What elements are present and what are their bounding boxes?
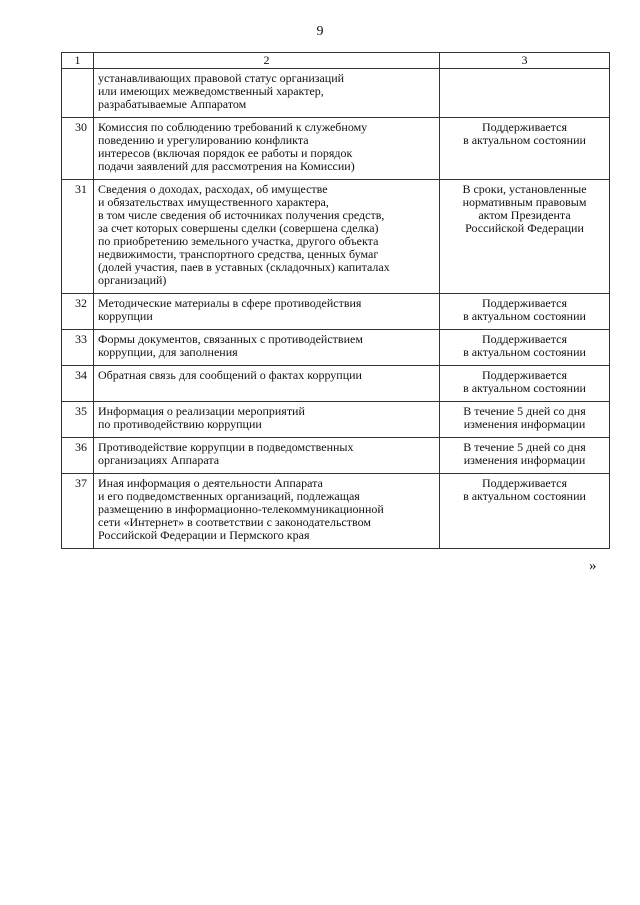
row-update-period <box>440 180 610 294</box>
description-line: Иная информация о деятельности Аппарата <box>98 476 323 490</box>
row-update-period <box>440 402 610 438</box>
row-description <box>94 330 440 366</box>
period-line: изменения информации <box>463 417 586 431</box>
header-col-1: 1 <box>62 53 94 69</box>
table-row <box>62 438 610 474</box>
row-update-period <box>440 330 610 366</box>
period-line: в актуальном состоянии <box>463 489 586 503</box>
description-line: размещению в информационно-телекоммуникационной <box>98 502 384 516</box>
description-line: подачи заявлений для рассмотрения на Комиссии) <box>98 159 355 173</box>
period-line: Поддерживается <box>482 120 567 134</box>
row-description <box>94 438 440 474</box>
period-line: Поддерживается <box>482 296 567 310</box>
row-description <box>94 180 440 294</box>
table-row <box>62 402 610 438</box>
description-line: коррупции, для заполнения <box>98 345 238 359</box>
period-line: В течение 5 дней со дня <box>463 440 586 454</box>
description-line: разрабатываемые Аппаратом <box>98 97 247 111</box>
row-number: 35 <box>62 402 94 438</box>
description-line: Информация о реализации мероприятий <box>98 404 305 418</box>
table-header-row <box>62 53 610 69</box>
description-line: или имеющих межведомственный характер, <box>98 84 324 98</box>
table-row <box>62 474 610 549</box>
period-line: в актуальном состоянии <box>463 381 586 395</box>
row-number <box>62 69 94 118</box>
description-line: Обратная связь для сообщений о фактах коррупции <box>98 368 362 382</box>
description-line: по противодействию коррупции <box>98 417 262 431</box>
row-number: 31 <box>62 180 94 294</box>
information-table <box>61 52 610 549</box>
description-line: Комиссия по соблюдению требований к служебному <box>98 120 368 134</box>
description-line: Формы документов, связанных с противодействием <box>98 332 363 346</box>
description-line: организаций) <box>98 273 167 287</box>
description-line: Сведения о доходах, расходах, об имуществе <box>98 182 328 196</box>
period-line: изменения информации <box>463 453 586 467</box>
row-description <box>94 366 440 402</box>
description-line: сети «Интернет» в соответствии с законодательством <box>98 515 371 529</box>
table-row <box>62 69 610 118</box>
row-number: 34 <box>62 366 94 402</box>
description-line: за счет которых совершены сделки (совершена сделка) <box>98 221 379 235</box>
description-line: Противодействие коррупции в подведомственных <box>98 440 354 454</box>
row-update-period <box>440 474 610 549</box>
row-update-period <box>440 118 610 180</box>
period-line: в актуальном состоянии <box>463 345 586 359</box>
description-line: поведению и урегулированию конфликта <box>98 133 309 147</box>
table-row <box>62 366 610 402</box>
table-row <box>62 118 610 180</box>
period-line: Российской Федерации <box>465 221 584 235</box>
row-number: 33 <box>62 330 94 366</box>
header-col-2: 2 <box>94 53 440 69</box>
period-line: нормативным правовым <box>462 195 587 209</box>
table-row <box>62 294 610 330</box>
table-row <box>62 330 610 366</box>
description-line: Российской Федерации и Пермского края <box>98 528 310 542</box>
description-line: устанавливающих правовой статус организаций <box>98 71 345 85</box>
description-line: и его подведомственных организаций, подлежащая <box>98 489 360 503</box>
period-line: актом Президента <box>478 208 571 222</box>
period-line: Поддерживается <box>482 332 567 346</box>
description-line: по приобретению земельного участка, другого объекта <box>98 234 379 248</box>
row-number: 37 <box>62 474 94 549</box>
table-body <box>62 53 610 549</box>
description-line: коррупции <box>98 309 153 323</box>
description-line: (долей участия, паев в уставных (складочных) капиталах <box>98 260 390 274</box>
row-update-period <box>440 438 610 474</box>
row-number: 36 <box>62 438 94 474</box>
row-number: 32 <box>62 294 94 330</box>
row-description <box>94 118 440 180</box>
table-row <box>62 180 610 294</box>
row-description <box>94 474 440 549</box>
row-update-period <box>440 366 610 402</box>
closing-quote: » <box>589 558 597 574</box>
row-update-period <box>440 294 610 330</box>
row-description <box>94 69 440 118</box>
description-line: в том числе сведения об источниках получения средств, <box>98 208 385 222</box>
period-line: В течение 5 дней со дня <box>463 404 586 418</box>
description-line: организациях Аппарата <box>98 453 220 467</box>
period-line: В сроки, установленные <box>462 182 587 196</box>
period-line: в актуальном состоянии <box>463 133 586 147</box>
description-line: недвижимости, транспортного средства, ценных бумаг <box>98 247 379 261</box>
description-line: Методические материалы в сфере противодействия <box>98 296 362 310</box>
row-update-period <box>440 69 610 118</box>
period-line: в актуальном состоянии <box>463 309 586 323</box>
period-line: Поддерживается <box>482 368 567 382</box>
row-description <box>94 294 440 330</box>
header-col-3: 3 <box>440 53 610 69</box>
description-line: и обязательствах имущественного характера, <box>98 195 329 209</box>
row-description <box>94 402 440 438</box>
page-number: 9 <box>316 24 324 39</box>
description-line: интересов (включая порядок ее работы и порядок <box>98 146 353 160</box>
period-line: Поддерживается <box>482 476 567 490</box>
row-number: 30 <box>62 118 94 180</box>
